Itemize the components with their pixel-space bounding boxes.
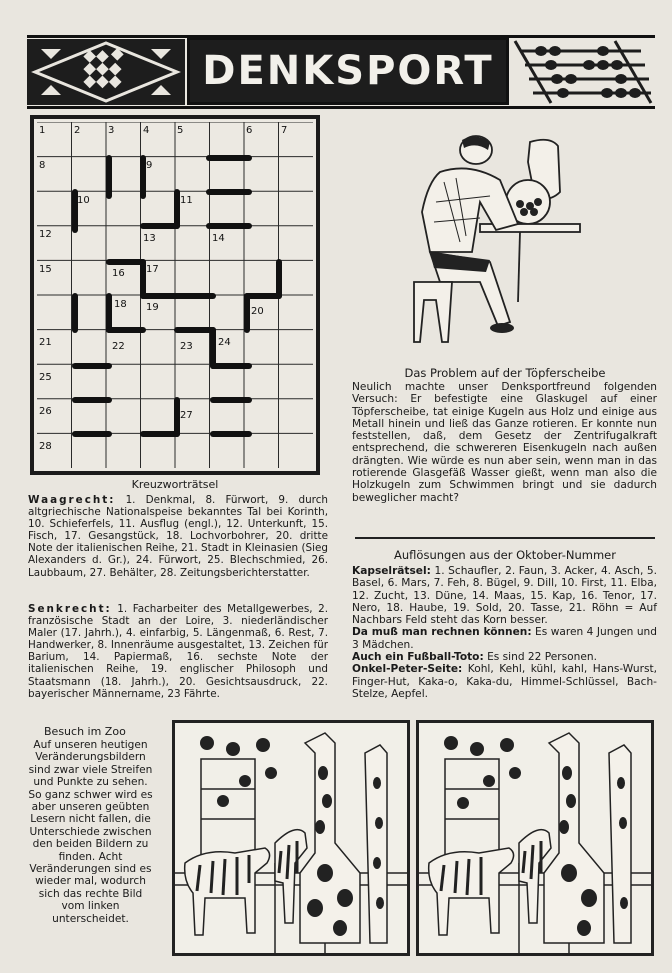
clues-across-text: 1. Denkmal, 8. Fürwort, 9. durch altgriechische Nationalspeise bekanntes Tal bei Korinth, 10. Schieferfels, 11. Ausflug (engl.), 12. Unterkunft, 15. Fisch, 17. Gesangstück, 18. Lochvorbohrer, 20. dritte Note der italienischen Reihe, 21. Stadt in Kleinasien (Sieg Alexanders d. Gr.), 24. Fürwort, 25. Blechschmied, 26. Laubbaum, 27. Behälter, 28. Zeitungsberichterstatter.: [28, 494, 328, 579]
cw-number: 9: [146, 160, 153, 171]
cw-number: 26: [39, 406, 52, 417]
cw-number: 24: [218, 337, 231, 348]
zoo-scene-right-icon: [419, 723, 651, 953]
cw-number: 4: [143, 125, 150, 136]
solution-onkel-text: Kohl, Kehl, kühl, kahl, Hans-Wurst, Finger-Hut, Kaka-o, Kaka-du, Himmel-Schlüssel, Bach-Stelze, Aepfel.: [352, 663, 657, 700]
cw-number: 19: [146, 302, 159, 313]
solution-onkel: [352, 663, 657, 700]
header-banner: [27, 33, 655, 111]
crossword-grid: [30, 115, 320, 475]
problem-text: Neulich machte unser Denksportfreund folgenden Versuch: Er befestigte eine Glaskugel auf einer Töpferscheibe, tat einige Kugeln aus Holz und einige aus Metall hinein und ließ das Ganze rotieren. Er konnte nun feststellen, daß, dem Gesetz der Zentrifugalkraft entsprechend, die schwereren Eisenkugeln nach außen drängten. Wie würde es nun aber sein, wenn man in das rotierende Glasgefäß Wasser gießt, wenn man also die Holzkugeln zum Schwimmen bringt und sie dadurch beweglicher macht?: [352, 381, 657, 504]
cw-number: 11: [180, 195, 193, 206]
crossword-caption: Kreuzworträtsel: [131, 478, 219, 491]
zoo-text: Auf unseren heutigen Veränderungsbildern sind zwar viele Streifen und Punkte zu sehen. So ganz schwer wird es aber unseren geübten Lesern nicht fallen, die Unterschiede zwischen den beiden Bildern zu finden. Acht Veränderungen sind es wieder mal, wodurch sich das rechte Bild vom linken unterscheidet.: [28, 739, 153, 925]
cw-number: 16: [112, 268, 125, 279]
solution-kapsel-text: 1. Schaufler, 2. Faun, 3. Acker, 4. Asch, 5. Basel, 6. Mars, 7. Feh, 8. Bügel, 9. Dill, 10. First, 11. Elba, 12. Zucht, 13. Düne, 14. Maas, 15. Kap, 16. Tenor, 17. Nero, 18. Haube, 19. Sold, 20. Tasse, 21. Röhn = Auf Nachbars Feld steht das Korn besser.: [352, 565, 657, 627]
cw-number: 5: [177, 125, 184, 136]
cw-number: 15: [39, 264, 52, 275]
cw-number: 3: [108, 125, 115, 136]
cw-number: 12: [39, 229, 52, 240]
cw-number: 27: [180, 410, 193, 421]
cw-number: 10: [77, 195, 90, 206]
clues-down: [28, 603, 328, 700]
crossword-grid-lines: [37, 122, 313, 468]
page-title: DENKSPORT: [202, 48, 494, 94]
solutions-text: [352, 565, 657, 700]
cw-number: 20: [251, 306, 264, 317]
clues-across: [28, 494, 328, 579]
cw-number: 2: [74, 125, 81, 136]
zoo-picture-right: [416, 720, 654, 956]
cw-number: 28: [39, 441, 52, 452]
problem-title: Das Problem auf der Töpferscheibe: [404, 366, 606, 380]
solution-kapsel-heading: Kapselrätsel:: [352, 565, 431, 577]
checkerboard-ornament-icon: [27, 39, 185, 105]
solution-kapsel: [352, 565, 657, 626]
cw-number: 25: [39, 372, 52, 383]
cw-number: 21: [39, 337, 52, 348]
solution-onkel-heading: Onkel-Peter-Seite:: [352, 663, 463, 676]
solution-rechnen-heading: Da muß man rechnen können:: [352, 626, 532, 639]
solution-toto-heading: Auch ein Fußball-Toto:: [352, 651, 484, 664]
abacus-ornament-icon: [511, 39, 655, 105]
cw-number: 22: [112, 341, 125, 352]
clues-across-heading: Waagrecht:: [28, 494, 116, 506]
cw-number: 6: [246, 125, 253, 136]
cw-number: 8: [39, 160, 46, 171]
potter-illustration-icon: [400, 132, 586, 354]
solutions-title: Auflösungen aus der Oktober-Nummer: [394, 548, 616, 562]
clues-down-text: 1. Facharbeiter des Metallgewerbes, 2. französische Stadt an der Loire, 3. niederländischer Maler (17. Jahrh.), 4. einfarbig, 5. Längenmaß, 6. Rest, 7. Handwerker, 8. Innenräume ausgestaltet, 13. Zeichen für Barium, 14. Papiermaß, 16. sechste Note der italienischen Reihe, 19. englischer Philosoph und Staatsmann (18. Jahrh.), 20. Gesichtsausdruck, 22. bayerischer Männername, 23 Fährte.: [28, 603, 328, 700]
cw-number: 13: [143, 233, 156, 244]
solution-rechnen-text: Es waren 4 Jungen und 3 Mädchen.: [352, 626, 657, 651]
zoo-scene-left-icon: [175, 723, 407, 953]
banner-title-box: [187, 37, 509, 105]
section-divider: [355, 537, 655, 539]
zoo-title: Besuch im Zoo: [44, 725, 126, 738]
solution-toto-text: Es sind 22 Personen.: [487, 651, 597, 664]
solution-toto: [352, 651, 657, 663]
cw-number: 18: [114, 299, 127, 310]
solution-rechnen: [352, 626, 657, 651]
banner-rule-bottom: [27, 106, 655, 109]
cw-number: 17: [146, 264, 159, 275]
cw-number: 23: [180, 341, 193, 352]
clues-down-heading: Senkrecht:: [28, 603, 112, 615]
cw-number: 7: [281, 125, 288, 136]
cw-number: 14: [212, 233, 225, 244]
zoo-picture-left: [172, 720, 410, 956]
cw-number: 1: [39, 125, 46, 136]
